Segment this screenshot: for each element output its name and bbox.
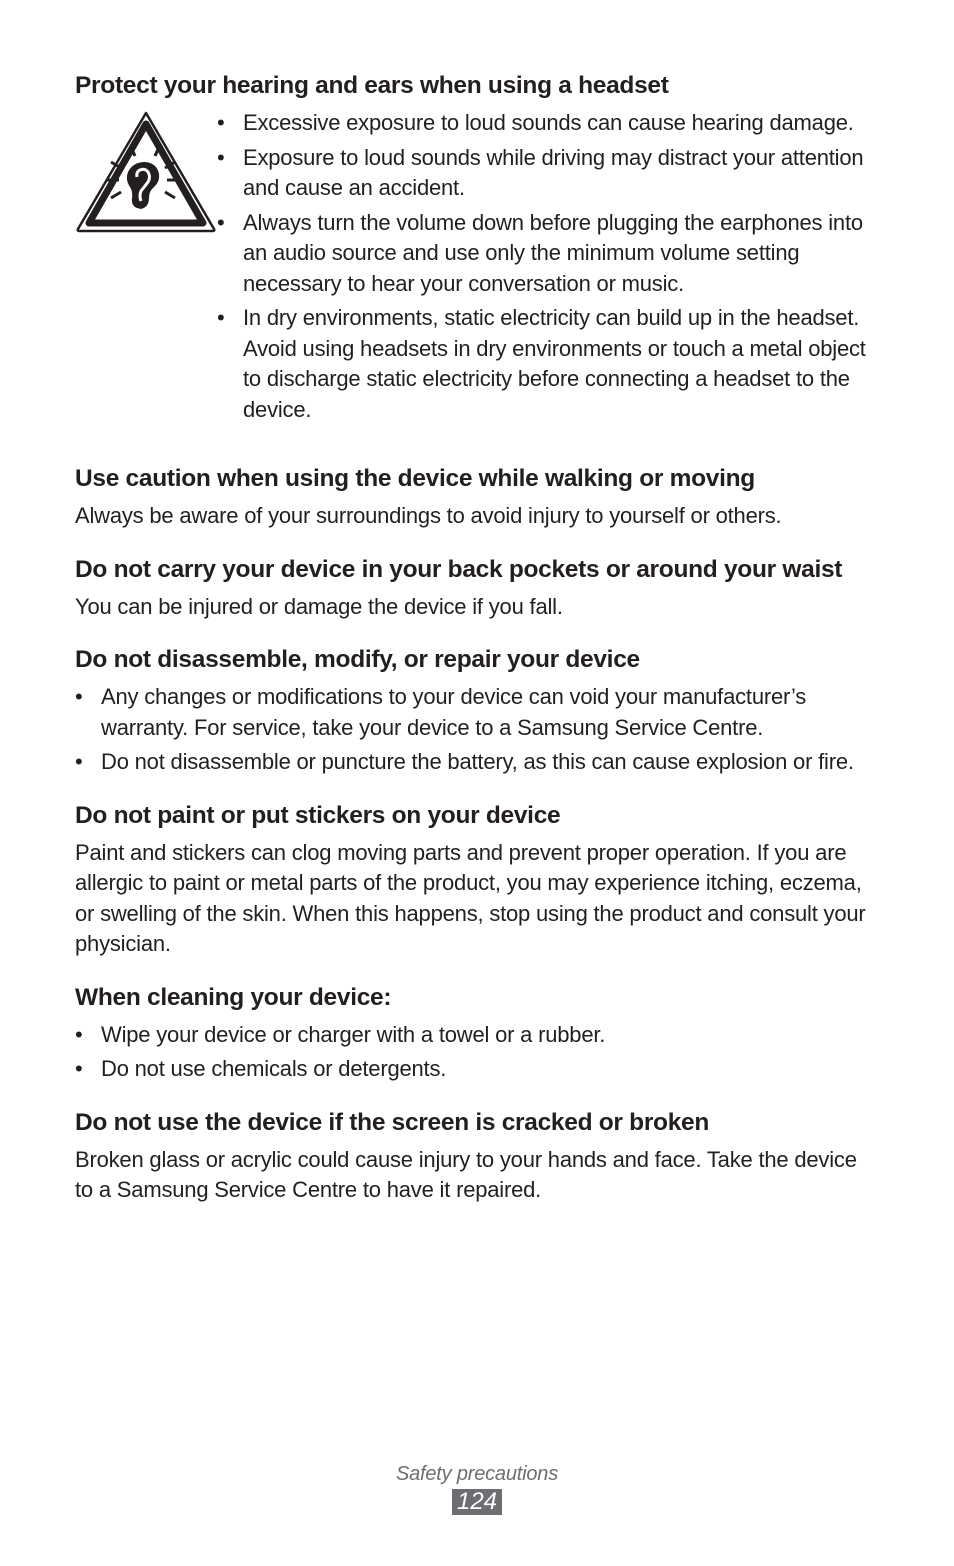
cleaning-bullet-list	[75, 1020, 880, 1085]
section-text-pockets: You can be injured or damage the device if you fall.	[75, 593, 563, 619]
hearing-bullet-list	[217, 108, 880, 429]
list-item: • In dry environments, static electricity can build up in the headset. Avoid using headsets in dry environments or touch a metal object to discharge static electricity before connecting a headset to the device.	[217, 305, 866, 422]
section-text-paint: Paint and stickers can clog moving parts and prevent proper operation. If you are allergic to paint or metal parts of the product, you may experience itching, eczema, or swelling of the skin. When this happens, stop using the product and consult your physician.	[75, 839, 866, 956]
list-item: • Any changes or modifications to your device can void your manufacturer’s warranty. For service, take your device to a Samsung Service Centre.	[75, 684, 807, 740]
list-item: • Wipe your device or charger with a towel or a rubber.	[75, 1021, 606, 1047]
hearing-section-body	[75, 108, 880, 429]
section-heading-disassemble: Do not disassemble, modify, or repair your device	[75, 646, 640, 673]
page-number: 124	[452, 1489, 502, 1515]
document-page	[75, 70, 880, 1206]
list-item: • Excessive exposure to loud sounds can cause hearing damage.	[217, 110, 854, 135]
section-heading-hearing: Protect your hearing and ears when using a headset	[75, 72, 669, 99]
hearing-warning-icon	[75, 110, 217, 234]
list-item: • Exposure to loud sounds while driving may distract your attention and cause an accident.	[217, 144, 864, 200]
list-item: • Always turn the volume down before plugging the earphones into an audio source and use only the minimum volume setting necessary to hear your conversation or music.	[217, 209, 863, 296]
section-heading-walking: Use caution when using the device while walking or moving	[75, 465, 755, 492]
section-text-walking: Always be aware of your surroundings to avoid injury to yourself or others.	[75, 503, 782, 528]
page-footer	[0, 1460, 954, 1515]
section-heading-cleaning: When cleaning your device:	[75, 983, 392, 1011]
list-item: • Do not disassemble or puncture the battery, as this can cause explosion or fire.	[75, 749, 854, 774]
list-item: • Do not use chemicals or detergents.	[75, 1056, 447, 1081]
footer-section-label: Safety precautions	[395, 1463, 559, 1485]
disassemble-bullet-list	[75, 682, 880, 778]
section-heading-paint: Do not paint or put stickers on your device	[75, 801, 561, 829]
section-heading-pockets: Do not carry your device in your back pockets or around your waist	[75, 555, 843, 583]
section-heading-cracked: Do not use the device if the screen is cracked or broken	[75, 1108, 710, 1136]
section-text-cracked: Broken glass or acrylic could cause injury to your hands and face. Take the device to a Samsung Service Centre to have it repaired.	[75, 1146, 857, 1202]
